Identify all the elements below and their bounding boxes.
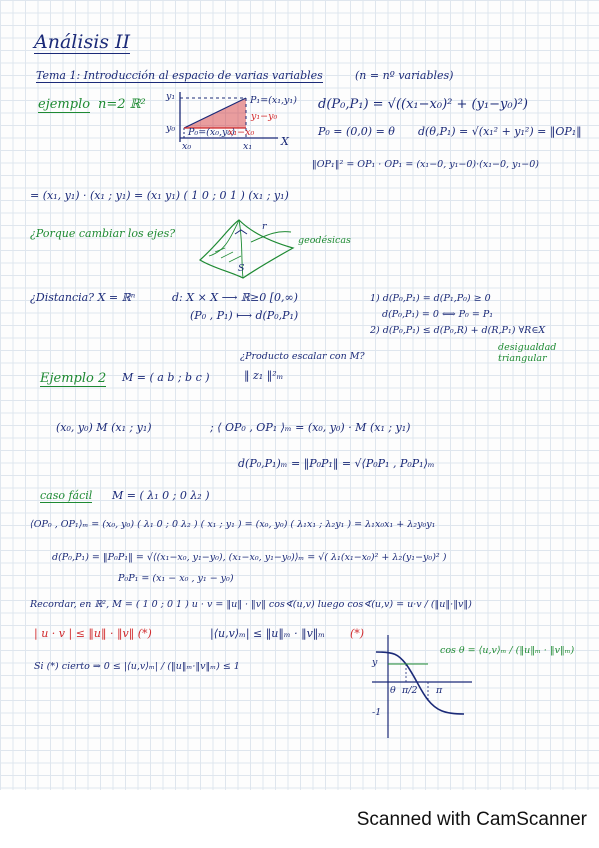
producto-escalar-note: ¿Producto escalar con M? — [240, 351, 365, 362]
distance-to-origin: d(θ,P₁) = √(x₁² + y₁²) = ‖OP₁‖ — [418, 125, 582, 138]
property-1b: d(P₀,P₁) = 0 ⟺ P₀ = P₁ — [382, 309, 494, 320]
graph-label-x0: x₀ — [182, 141, 192, 152]
cosine-definition: cos θ = ⟨u,v⟩ₘ / (‖u‖ₘ · ‖v‖ₘ) — [440, 645, 575, 656]
recordar-line: Recordar, en ℝ², M = ( 1 0 ; 0 1 ) u · v = ‖u‖ · ‖v‖ cos∢(u,v) luego cos∢(u,v) = u·v / (‖u‖·‖v‖) — [30, 599, 472, 610]
matrix-equation: = (x₁, y₁) · (x₁ ; y₁) = (x₁ y₁) ( 1 0 ; 0 1 ) (x₁ ; y₁) — [30, 189, 289, 202]
ejemplo-2-matrix: M = ( a b ; b c ) — [122, 371, 210, 384]
property-2: 2) d(P₀,P₁) ≤ d(P₀,R) + d(R,P₁) ∀R∈X — [370, 325, 546, 336]
question-axes: ¿Porque cambiar los ejes? — [30, 227, 176, 240]
graph-label-x1: x₁ — [243, 141, 253, 152]
caso-distance: d(P₀,P₁) = ‖P₀P₁‖ = √⟨(x₁−x₀, y₁−y₀), (x₁−x₀, y₁−y₀)⟩ₘ = √( λ₁(x₁−x₀)² + λ₂(y₁−y₀)² ) — [52, 552, 447, 563]
caso-facil-matrix: M = ( λ₁ 0 ; 0 λ₂ ) — [112, 489, 210, 502]
distance-map-2: (P₀ , P₁) ⟼ d(P₀,P₁) — [190, 309, 299, 322]
origin-definition: P₀ = (0,0) = θ — [318, 125, 395, 138]
surface-label-S: S — [238, 263, 245, 274]
cauchy-schwarz-m: |⟨u,v⟩ₘ| ≤ ‖u‖ₘ · ‖v‖ₘ — [210, 627, 326, 640]
graph-label-y1: y₁ — [166, 91, 176, 102]
cosine-graph-minus-one: -1 — [372, 707, 382, 718]
triangle-inequality-note: desigualdad triangular — [498, 342, 557, 364]
star-mark: (*) — [350, 627, 365, 640]
topic-note: (n = nº variables) — [355, 69, 454, 82]
surface-sketch — [195, 212, 305, 282]
topic-heading: Tema 1: Introducción al espacio de varias variables — [36, 69, 323, 82]
graph-label-X: X — [281, 135, 289, 148]
caso-facil-label: caso fácil — [40, 489, 93, 502]
camscanner-watermark: Scanned with CamScanner — [356, 809, 587, 830]
graph-label-dy: y₁−y₀ — [251, 111, 278, 122]
surface-label-r: r — [262, 221, 267, 232]
cauchy-schwarz-red: | u · v | ≤ ‖u‖ · ‖v‖ (*) — [34, 627, 152, 640]
graph-label-dx: x₁−x₀ — [228, 127, 255, 138]
cosine-graph-pi: π — [436, 685, 443, 696]
caso-inner-product: ⟨OP₀ , OP₁⟩ₘ = (x₀, y₀) ( λ₁ 0 ; 0 λ₂ ) ( x₁ ; y₁ ) = (x₀, y₀) ( λ₁x₁ ; λ₂y₁ ) = λ₁x₀x₁ + λ₂y₀y₁ — [30, 519, 436, 530]
ejemplo-1-label: ejemplo — [38, 97, 91, 112]
distance-question: ¿Distancia? X = ℝⁿ — [30, 291, 136, 304]
page-title: Análisis II — [34, 31, 131, 53]
caso-vector: P₀P₁ = (x₁ − x₀ , y₁ − y₀) — [118, 573, 234, 584]
inner-product-m: ; ⟨ OP₀ , OP₁ ⟩ₘ = (x₀, y₀) · M (x₁ ; y₁) — [210, 421, 411, 434]
graph-label-y0: y₀ — [166, 123, 176, 134]
graph-label-P1: P₁=(x₁,y₁) — [250, 95, 297, 106]
geodesics-label: geodésicas — [298, 235, 351, 246]
norm-m-note: ‖ z₁ ‖²ₘ — [244, 369, 284, 382]
bilinear-form: (x₀, y₀) M (x₁ ; y₁) — [56, 421, 152, 434]
ejemplo-2-label: Ejemplo 2 — [40, 371, 107, 386]
ejemplo-1-condition: n=2 ℝ² — [98, 97, 146, 112]
graph-label-P0: P₀=(x₀,y₀) — [188, 127, 235, 138]
property-1: 1) d(P₀,P₁) = d(P₁,P₀) ≥ 0 — [370, 293, 491, 304]
cosine-graph-theta: θ — [390, 685, 396, 696]
norm-squared: ‖OP₁‖² = OP₁ · OP₁ = (x₁−0, y₁−0)·(x₁−0, y₁−0) — [312, 159, 539, 170]
distance-formula: d(P₀,P₁) = √((x₁−x₀)² + (y₁−y₀)²) — [318, 97, 528, 112]
cosine-graph-pi2: π/2 — [402, 685, 418, 696]
cosine-graph-y: y — [372, 657, 378, 668]
distance-map-1: d: X × X ⟶ ℝ≥0 [0,∞) — [172, 291, 298, 304]
distance-m: d(P₀,P₁)ₘ = ‖P₀P₁‖ = √⟨P₀P₁ , P₀P₁⟩ₘ — [238, 457, 435, 470]
si-cierto: Si (*) cierto ⇒ 0 ≤ |⟨u,v⟩ₘ| / (‖u‖ₘ·‖v‖ₘ) ≤ 1 — [34, 661, 240, 672]
